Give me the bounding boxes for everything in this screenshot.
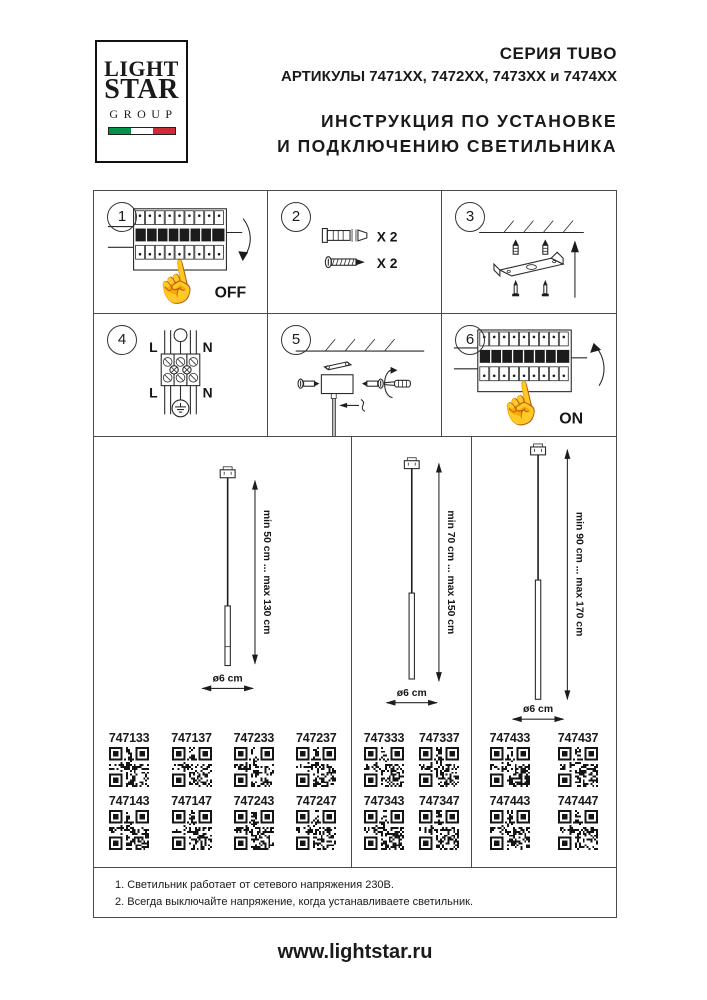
note-line-1: 1. Светильник работает от сетевого напряжения 230В. bbox=[115, 879, 394, 891]
terminal-label-N-top: N bbox=[202, 338, 213, 355]
article-item bbox=[558, 794, 599, 850]
canopy-icon bbox=[405, 458, 420, 469]
hook-part-icon bbox=[339, 399, 365, 411]
header bbox=[200, 44, 617, 158]
qr-rows-1 bbox=[94, 727, 351, 850]
article-number: 747237 bbox=[295, 731, 337, 745]
article-item bbox=[296, 794, 337, 850]
flag-white bbox=[131, 128, 153, 134]
screw-icon bbox=[362, 379, 383, 388]
pendant-drawing-3 bbox=[472, 437, 616, 727]
article-number: 747247 bbox=[295, 794, 337, 808]
step-number-badge: 2 bbox=[281, 202, 311, 232]
article-number: 747437 bbox=[557, 731, 599, 745]
pendant-drawing-1 bbox=[94, 437, 351, 727]
italian-flag-stripe bbox=[108, 127, 176, 135]
series-title: СЕРИЯ TUBO bbox=[499, 44, 617, 63]
ground-symbol-icon bbox=[172, 399, 189, 416]
off-label: OFF bbox=[214, 284, 247, 302]
qr-code bbox=[558, 810, 598, 850]
article-number: 747433 bbox=[489, 731, 531, 745]
article-item bbox=[171, 794, 212, 850]
article-row bbox=[98, 731, 347, 787]
qr-code bbox=[419, 810, 459, 850]
article-item bbox=[364, 731, 405, 787]
qr-code bbox=[172, 810, 212, 850]
pendant-columns bbox=[94, 437, 616, 867]
qr-code bbox=[234, 810, 274, 850]
qr-code bbox=[109, 810, 149, 850]
article-row bbox=[476, 794, 612, 850]
page-title-line1: ИНСТРУКЦИЯ ПО УСТАНОВКЕ bbox=[320, 111, 617, 131]
article-item bbox=[558, 731, 599, 787]
height-dimension bbox=[252, 480, 272, 665]
arrow-up-icon bbox=[595, 345, 604, 385]
article-item bbox=[234, 731, 275, 787]
article-item bbox=[419, 794, 460, 850]
height-dimension bbox=[436, 463, 456, 682]
hand-icon: ☝ bbox=[147, 256, 206, 310]
article-item bbox=[419, 731, 460, 787]
screwdriver-icon bbox=[385, 366, 411, 397]
step-number-badge: 5 bbox=[281, 325, 311, 355]
diameter-label: ø6 cm bbox=[212, 673, 243, 685]
step-number-badge: 4 bbox=[107, 325, 137, 355]
qr-code bbox=[296, 810, 336, 850]
screw-icon bbox=[325, 257, 365, 268]
wire-loop-icon bbox=[174, 328, 187, 341]
article-number: 747147 bbox=[171, 794, 212, 808]
note-line-2: 2. Всегда выключайте напряжение, когда устанавливаете светильник. bbox=[115, 895, 474, 908]
qr-code bbox=[490, 810, 530, 850]
anchor-icon bbox=[513, 239, 549, 254]
qr-code bbox=[364, 747, 404, 787]
tube-icon bbox=[225, 606, 230, 666]
article-number: 747337 bbox=[419, 731, 460, 745]
step-3 bbox=[442, 191, 616, 314]
qr-code bbox=[364, 810, 404, 850]
step-4 bbox=[94, 314, 268, 437]
article-item bbox=[234, 794, 275, 850]
article-item bbox=[490, 731, 531, 787]
tube-icon bbox=[535, 580, 540, 699]
article-number: 747243 bbox=[233, 794, 275, 808]
step-1 bbox=[94, 191, 268, 314]
article-item bbox=[109, 731, 150, 787]
article-row bbox=[356, 794, 467, 850]
qr-code bbox=[172, 747, 212, 787]
mounting-bracket-icon bbox=[324, 361, 351, 369]
pendant-drawing-2 bbox=[352, 437, 471, 727]
lightstar-logo bbox=[95, 40, 188, 163]
step-5 bbox=[268, 314, 442, 437]
diameter-dimension bbox=[386, 688, 438, 706]
article-number: 747137 bbox=[171, 731, 212, 745]
diameter-label: ø6 cm bbox=[397, 687, 428, 699]
article-number: 747133 bbox=[108, 731, 150, 745]
screw-icon bbox=[298, 379, 319, 388]
article-number: 747233 bbox=[233, 731, 275, 745]
terminal-block-icon bbox=[161, 353, 200, 385]
canopy-icon bbox=[321, 374, 353, 393]
ceiling-hatch bbox=[504, 221, 573, 233]
canopy-icon bbox=[220, 467, 235, 478]
logo-text-light: LIGHT bbox=[104, 56, 179, 81]
height-range-label: min 70 cm ... max 150 cm bbox=[445, 510, 457, 635]
article-number: 747343 bbox=[363, 794, 405, 808]
screw-qty-label: X 2 bbox=[376, 255, 398, 272]
qr-code bbox=[558, 747, 598, 787]
rotation-arrow-icon bbox=[385, 369, 393, 397]
installation-steps bbox=[93, 190, 617, 437]
article-number: 747447 bbox=[557, 794, 599, 808]
tube-icon bbox=[409, 593, 414, 679]
step-number-badge: 1 bbox=[107, 202, 137, 232]
article-number: 747143 bbox=[108, 794, 150, 808]
on-label: ON bbox=[559, 409, 584, 427]
flag-green bbox=[109, 128, 131, 134]
article-item bbox=[171, 731, 212, 787]
step-number-badge: 6 bbox=[455, 325, 485, 355]
articles-line: АРТИКУЛЫ 7471XX, 7472XX, 7473XX и 7474XX bbox=[281, 68, 617, 85]
qr-code bbox=[490, 747, 530, 787]
qr-rows-2 bbox=[352, 727, 471, 850]
anchor-qty-label: X 2 bbox=[376, 228, 398, 245]
mounting-bracket-icon bbox=[494, 252, 563, 276]
qr-rows-3 bbox=[472, 727, 616, 850]
qr-code bbox=[419, 747, 459, 787]
screw-icon bbox=[512, 280, 549, 296]
height-range-label: min 90 cm ... max 170 cm bbox=[573, 511, 585, 637]
logo-text-group: GROUP bbox=[109, 107, 178, 121]
pendant-column-2 bbox=[352, 437, 472, 867]
diameter-label: ø6 cm bbox=[522, 704, 554, 716]
article-item bbox=[296, 731, 337, 787]
article-row bbox=[356, 731, 467, 787]
qr-code bbox=[109, 747, 149, 787]
article-item bbox=[364, 794, 405, 850]
height-range-label: min 50 cm ... max 130 cm bbox=[260, 509, 272, 635]
product-panel bbox=[93, 436, 617, 918]
qr-code bbox=[296, 747, 336, 787]
notes bbox=[94, 867, 616, 919]
wall-anchor-icon bbox=[322, 229, 366, 243]
article-row bbox=[98, 794, 347, 850]
step-number-badge: 3 bbox=[455, 202, 485, 232]
article-item bbox=[109, 794, 150, 850]
hand-icon: ☝ bbox=[492, 377, 550, 431]
step-6 bbox=[442, 314, 616, 437]
qr-code bbox=[234, 747, 274, 787]
canopy-icon bbox=[531, 444, 546, 455]
height-dimension bbox=[564, 449, 584, 700]
step-2 bbox=[268, 191, 442, 314]
page-title bbox=[200, 109, 617, 158]
pendant-column-1 bbox=[94, 437, 352, 867]
terminal-label-L-top: L bbox=[149, 338, 158, 355]
ceiling-hatch bbox=[325, 339, 394, 351]
article-number: 747333 bbox=[363, 731, 405, 745]
diameter-dimension bbox=[512, 704, 565, 722]
article-number: 747347 bbox=[419, 794, 460, 808]
terminal-label-L-bottom: L bbox=[149, 383, 158, 400]
pendant-column-3 bbox=[472, 437, 616, 867]
diameter-dimension bbox=[201, 673, 254, 691]
page-title-line2: И ПОДКЛЮЧЕНИЮ СВЕТИЛЬНИКА bbox=[277, 135, 617, 156]
logo-text-star: STAR bbox=[104, 74, 179, 105]
flag-red bbox=[153, 128, 175, 134]
terminal-label-N-bottom: N bbox=[202, 383, 213, 400]
article-number: 747443 bbox=[489, 794, 531, 808]
article-item bbox=[490, 794, 531, 850]
website-url: www.lightstar.ru bbox=[277, 941, 433, 963]
article-row bbox=[476, 731, 612, 787]
